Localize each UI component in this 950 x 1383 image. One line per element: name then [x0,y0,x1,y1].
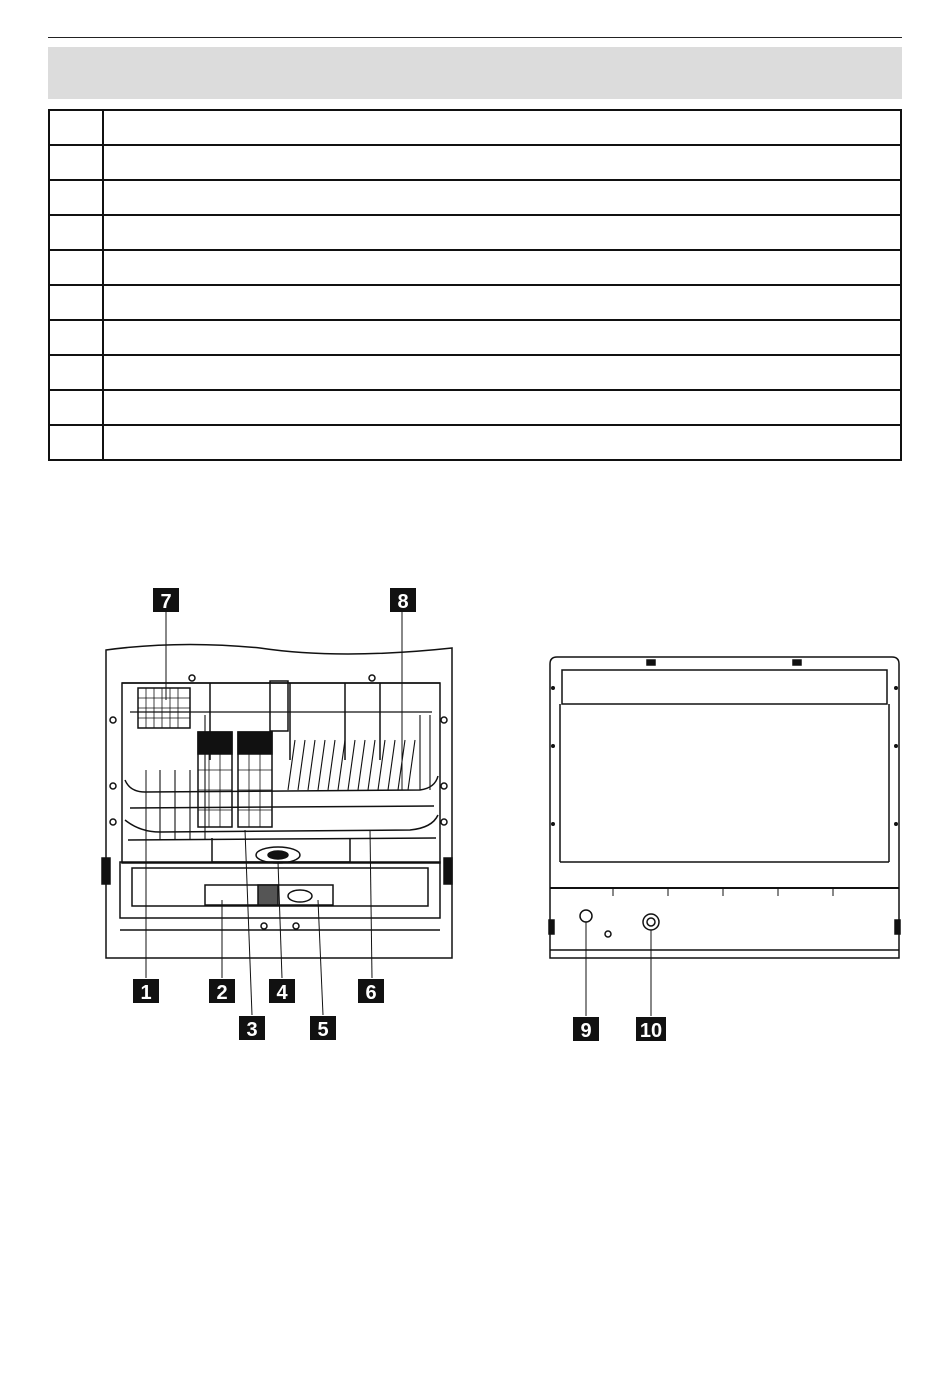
front-view-illustration [102,610,452,1015]
callout-2-text: 2 [216,982,228,1004]
row-number [49,320,103,355]
row-number [49,355,103,390]
table-row [49,215,901,250]
top-rule [48,37,902,38]
callout-4-text: 4 [276,982,288,1004]
row-description [103,285,901,320]
row-description [103,110,901,145]
table-row [49,320,901,355]
rear-view-illustration [549,657,900,1016]
row-description [103,355,901,390]
row-number [49,110,103,145]
callout-3-text: 3 [246,1019,258,1041]
row-number [49,250,103,285]
callout-2 [209,979,235,1004]
row-number [49,390,103,425]
table-row [49,390,901,425]
row-description [103,250,901,285]
row-number [49,425,103,460]
row-description [103,390,901,425]
row-description [103,215,901,250]
parts-table [48,109,902,461]
callout-6-text: 6 [365,982,377,1004]
callout-4 [269,979,295,1004]
row-description [103,145,901,180]
callout-8-text: 8 [397,591,409,613]
callout-5-text: 5 [317,1019,329,1041]
callout-9 [573,1017,599,1042]
callout-7-text: 7 [160,591,172,613]
callout-10 [636,1017,666,1042]
callout-1 [133,979,159,1004]
section-header-band [48,47,902,99]
row-description [103,180,901,215]
row-number [49,145,103,180]
row-description [103,320,901,355]
row-number [49,285,103,320]
callout-10-text: 10 [639,1020,663,1042]
callout-9-text: 9 [580,1020,592,1042]
callout-7 [153,588,179,613]
table-row [49,355,901,390]
row-description [103,425,901,460]
callout-5 [310,1016,336,1041]
table-row [49,180,901,215]
table-row [49,250,901,285]
table-row [49,425,901,460]
row-number [49,215,103,250]
row-number [49,180,103,215]
callout-3 [239,1016,265,1041]
table-row [49,145,901,180]
dishwasher-diagram [0,570,950,1050]
callout-1-text: 1 [140,982,152,1004]
callout-8 [390,588,416,613]
callout-6 [358,979,384,1004]
table-row [49,285,901,320]
table-row [49,110,901,145]
